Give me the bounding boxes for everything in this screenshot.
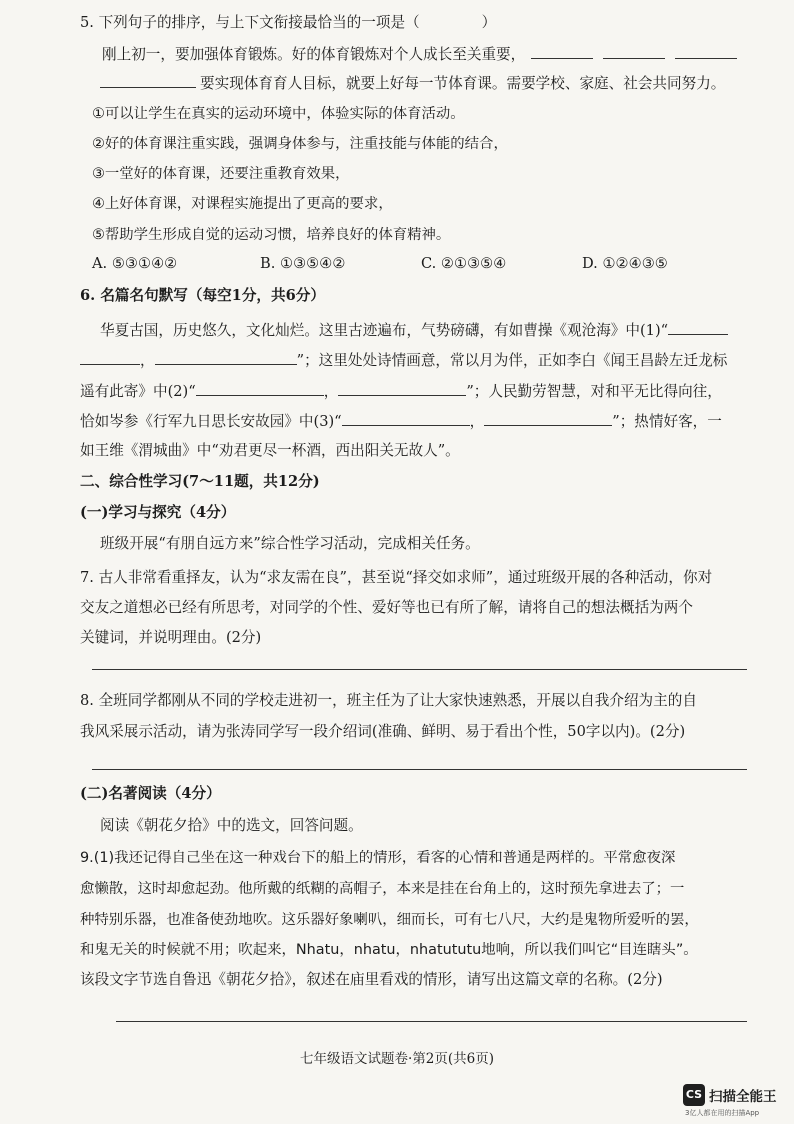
scanner-watermark xyxy=(683,1082,793,1120)
q5-option-d[interactable]: D. ①②④③⑤ xyxy=(582,255,668,272)
q5-passage-line-2: 要实现体育育人目标，就要上好每一节体育课。需要学校、家庭、社会共同努力。 xyxy=(100,73,725,94)
q5-sentence-3: ③一堂好的体育课，还要注重教育效果， xyxy=(92,166,350,182)
q9-line-2: 愈懒散，这时却愈起劲。他所戴的纸糊的高帽子，本来是挂在台角上的，这时预先拿进去了；一 xyxy=(80,881,685,897)
q5-blank-3[interactable] xyxy=(675,44,737,59)
q7-line-1: 7. 古人非常看重择友，认为“求友需在良”，甚至说“择交如求师”，通过班级开展的各种活动，你对 xyxy=(80,569,713,586)
q8-answer-line[interactable] xyxy=(92,769,747,770)
q6-line-3: 遥有此寄》中(2)“ ， ”；人民勤劳智慧，对和平无比得向往， xyxy=(80,383,722,400)
q6-line-2: ， ”；这里处处诗情画意，常以月为伴，正如李白《闻王昌龄左迁龙标 xyxy=(80,350,727,371)
q5-blank-4[interactable] xyxy=(100,73,196,88)
q5-option-a[interactable]: A. ⑤③①④② xyxy=(92,255,178,272)
q6-blank-2a[interactable] xyxy=(196,381,324,396)
q5-sentence-4: ④上好体育课，对课程实施提出了更高的要求， xyxy=(92,196,393,212)
scanner-tagline: 3亿人都在用的扫描App xyxy=(685,1109,760,1117)
q9-line-5: 该段文字节选自鲁迅《朝花夕拾》，叙述在庙里看戏的情形，请写出这篇文章的名称。(2分) xyxy=(80,971,663,988)
q5-blank-1[interactable] xyxy=(531,44,593,59)
q5-sentence-2: ②好的体育课注重实践，强调身体参与，注重技能与体能的结合， xyxy=(92,136,508,152)
q6-line-1: 华夏古国，历史悠久，文化灿烂。这里古迹遍布，气势磅礴，有如曹操《观沧海》中(1)“ xyxy=(100,320,728,341)
q5-sentence-1: ①可以让学生在真实的运动环境中，体验实际的体育活动。 xyxy=(92,106,465,122)
q7-line-3: 关键词，并说明理由。(2分) xyxy=(80,629,262,646)
q6-blank-2b[interactable] xyxy=(338,381,466,396)
q6-blank-3a[interactable] xyxy=(342,411,470,426)
camscanner-logo-icon: CS xyxy=(683,1084,705,1106)
section2-title: 二、综合性学习(7～11题，共12分) xyxy=(80,473,320,490)
q6-line-5: 如王维《渭城曲》中“劝君更尽一杯酒，西出阳关无故人”。 xyxy=(80,442,460,459)
section2-part1-intro: 班级开展“有朋自远方来”综合性学习活动，完成相关任务。 xyxy=(100,535,480,552)
q9-line-4: 和鬼无关的时候就不用；吹起来，Nhatu，nhatu，nhatututu地响，所以我们叫它“目连瞎头”。 xyxy=(80,942,698,958)
q9-answer-line[interactable] xyxy=(116,1021,747,1022)
q5-blank-2[interactable] xyxy=(603,44,665,59)
q9-line-1: 9.(1)我还记得自己坐在这一种戏台下的船上的情形，看客的心情和普通是两样的。平常愈夜深 xyxy=(80,850,676,866)
q5-stem: 5. 下列句子的排序，与上下文衔接最恰当的一项是（ ） xyxy=(80,14,497,31)
part2-intro: 阅读《朝花夕拾》中的选文，回答问题。 xyxy=(100,817,363,834)
q6-title: 6. 名篇名句默写（每空1分，共6分） xyxy=(80,287,325,304)
q5-option-b[interactable]: B. ①③⑤④② xyxy=(260,255,346,272)
page-footer: 七年级语文试题卷·第2页(共6页) xyxy=(299,1051,494,1067)
q8-line-1: 8. 全班同学都刚从不同的学校走进初一，班主任为了让大家快速熟悉，开展以自我介绍为主的自 xyxy=(80,692,697,709)
scanner-app-name: 扫描全能王 xyxy=(709,1089,777,1105)
q9-line-3: 种特别乐器，也准备使劲地吹。这乐器好象喇叭，细而长，可有七八尺，大约是鬼物所爱听的罢， xyxy=(80,912,699,928)
q7-line-2: 交友之道想必已经有所思考，对同学的个性、爱好等也已有所了解，请将自己的想法概括为两个 xyxy=(80,599,693,616)
q5-passage-line-1: 刚上初一，要加强体育锻炼。好的体育锻炼对个人成长至关重要， xyxy=(102,44,737,65)
q5-sentence-5: ⑤帮助学生形成自觉的运动习惯，培养良好的体育精神。 xyxy=(92,227,451,243)
part2-title: (二)名著阅读（4分） xyxy=(80,785,221,802)
section2-part1-title: (一)学习与探究（4分） xyxy=(80,504,236,521)
q8-line-2: 我风采展示活动，请为张涛同学写一段介绍词(准确、鲜明、易于看出个性，50字以内)。(2分) xyxy=(80,723,686,740)
q5-option-c[interactable]: C. ②①③⑤④ xyxy=(421,255,507,272)
q7-answer-line[interactable] xyxy=(92,669,747,670)
q6-blank-1b[interactable] xyxy=(80,350,140,365)
q6-blank-3b[interactable] xyxy=(484,411,612,426)
q6-blank-1c[interactable] xyxy=(155,350,297,365)
q6-line-4: 恰如岑参《行军九日思长安故园》中(3)“ ， ”；热情好客，一 xyxy=(80,413,722,430)
q6-blank-1a[interactable] xyxy=(668,320,728,335)
